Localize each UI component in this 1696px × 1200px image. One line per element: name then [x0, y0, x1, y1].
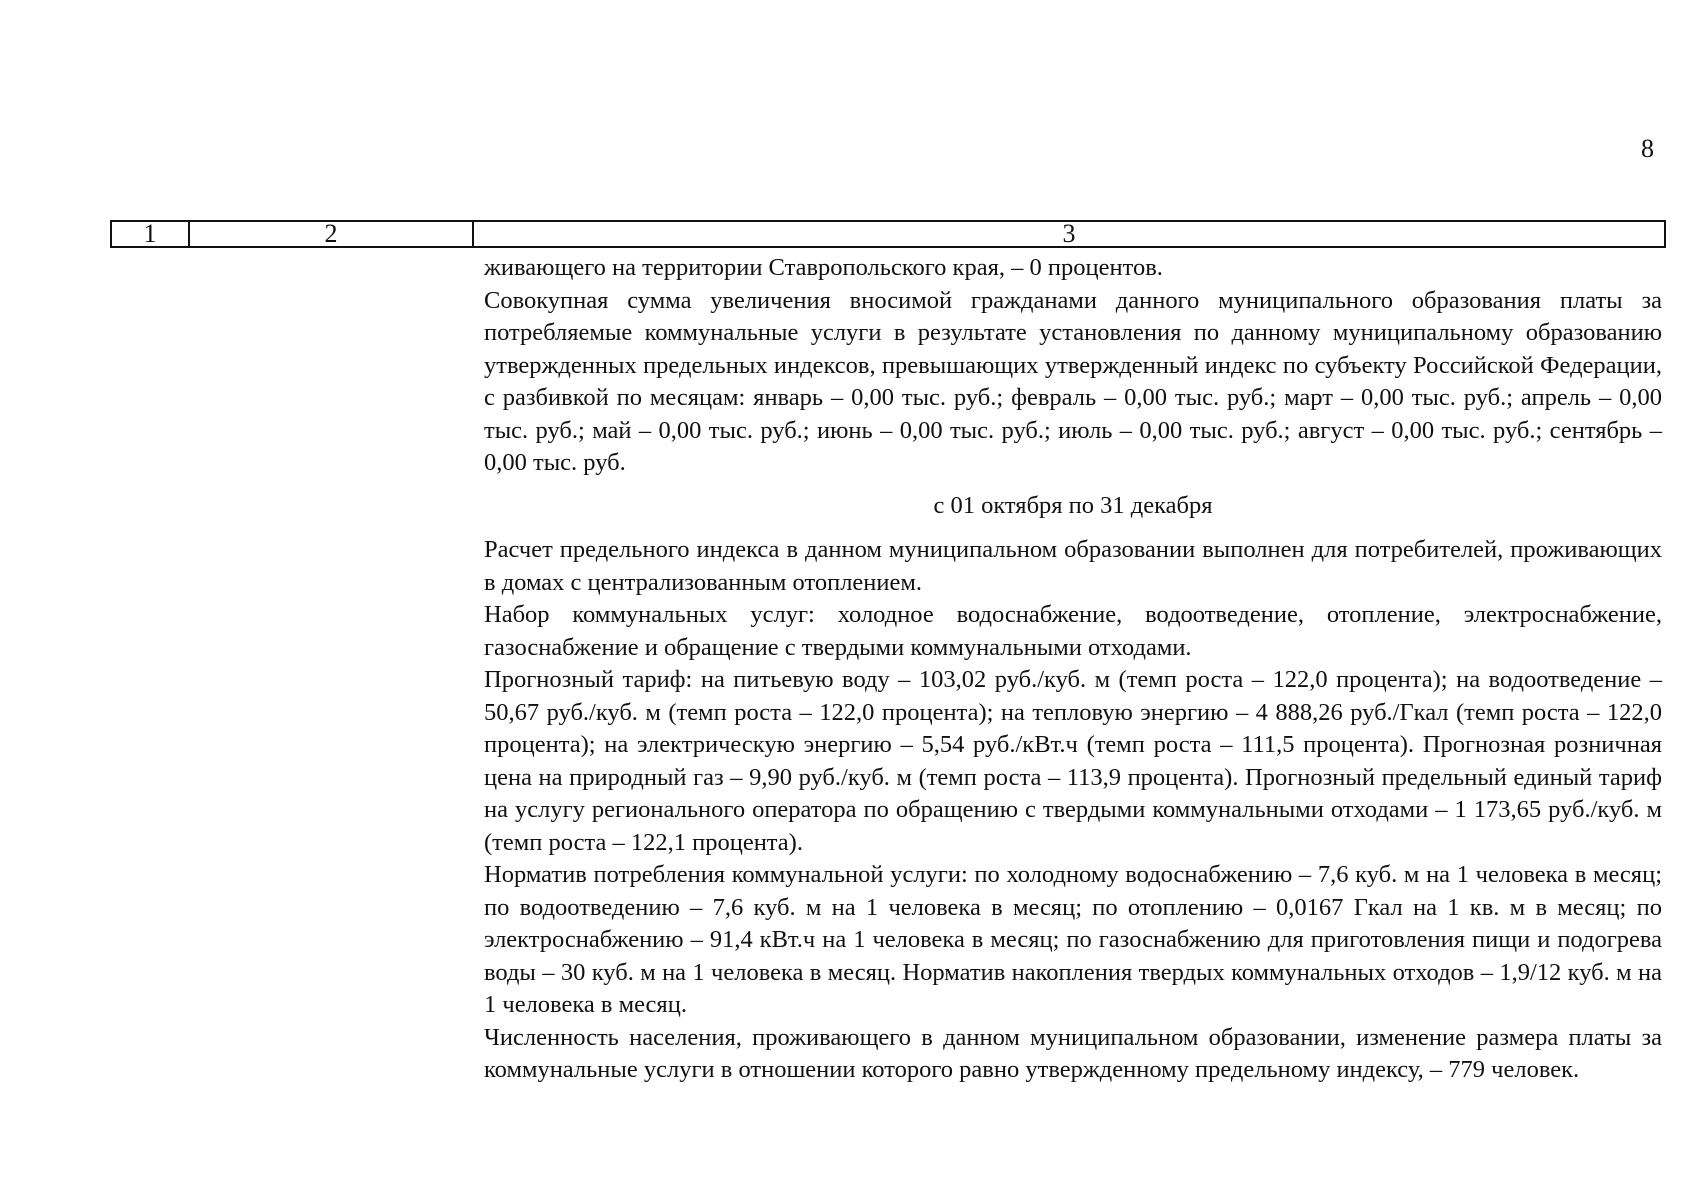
- paragraph-services-set: Набор коммунальных услуг: холодное водоснабжение, водоотведение, отопление, электроснабжение, газоснабжение и обращение с твердыми коммунальными отходами.: [484, 601, 1662, 661]
- paragraph-index-calculation: Расчет предельного индекса в данном муниципальном образовании выполнен для потребителей, проживающих в домах с централизованным отоплением.: [484, 536, 1662, 596]
- page-number: 8: [1641, 134, 1654, 163]
- paragraph-population: Численность населения, проживающего в данном муниципальном образовании, изменение размера платы за коммунальные услуги в отношении которого равно утвержденному предельному индексу, – 779 человек.: [484, 1023, 1662, 1083]
- period-heading: с 01 октября по 31 декабря: [933, 491, 1213, 519]
- paragraph-forecast-tariff: Прогнозный тариф: на питьевую воду – 103,02 руб./куб. м (темп роста – 122,0 процента); на водоотведение – 50,67 руб./куб. м (темп роста – 122,0 процента); на тепловую энергию – 4 888,26 руб./Гкал (темп роста – 122,0 процента); на электрическую энергию – 5,54 руб./кВт.ч (темп роста – 111,5 процента). Прогнозная розничная цена на природный газ – 9,90 руб./куб. м (темп роста – 113,9 процента). Прогнозный предельный единый тариф на услугу регионального оператора по обращению с твердыми коммунальными отходами – 1 173,65 руб./куб. м (темп роста – 122,1 процента).: [484, 666, 1662, 856]
- document-body: [484, 252, 1662, 1087]
- table-header-cell-3: 3: [1062, 219, 1076, 248]
- paragraph-payment-increase: Совокупная сумма увеличения вносимой гражданами данного муниципального образования платы за потребляемые коммунальные услуги в результате установления по данному муниципальному образованию утвержденных предельных индексов, превышающих утвержденный индекс по субъекту Российской Федерации, с разбивкой по месяцам: январь – 0,00 тыс. руб.; февраль – 0,00 тыс. руб.; март – 0,00 тыс. руб.; апрель – 0,00 тыс. руб.; май – 0,00 тыс. руб.; июнь – 0,00 тыс. руб.; июль – 0,00 тыс. руб.; август – 0,00 тыс. руб.; сентябрь – 0,00 тыс. руб.: [484, 286, 1662, 476]
- table-header-cell-1: 1: [112, 222, 190, 246]
- paragraph-consumption-norm: Норматив потребления коммунальной услуги: по холодному водоснабжению – 7,6 куб. м на 1 человека в месяц; по водоотведению – 7,6 куб. м на 1 человека в месяц; по отоплению – 0,0167 Гкал на 1 кв. м в месяц; по электроснабжению – 91,4 кВт.ч на 1 человека в месяц; по газоснабжению для приготовления пищи и подогрева воды – 30 куб. м на 1 человека в месяц. Норматив накопления твердых коммунальных отходов – 1,9/12 куб. м на 1 человека в месяц.: [484, 861, 1662, 1018]
- table-header-row: [110, 220, 1666, 248]
- table-header-cell-2: 2: [190, 222, 474, 246]
- paragraph-continuation: живающего на территории Ставропольского края, – 0 процентов.: [484, 254, 1163, 281]
